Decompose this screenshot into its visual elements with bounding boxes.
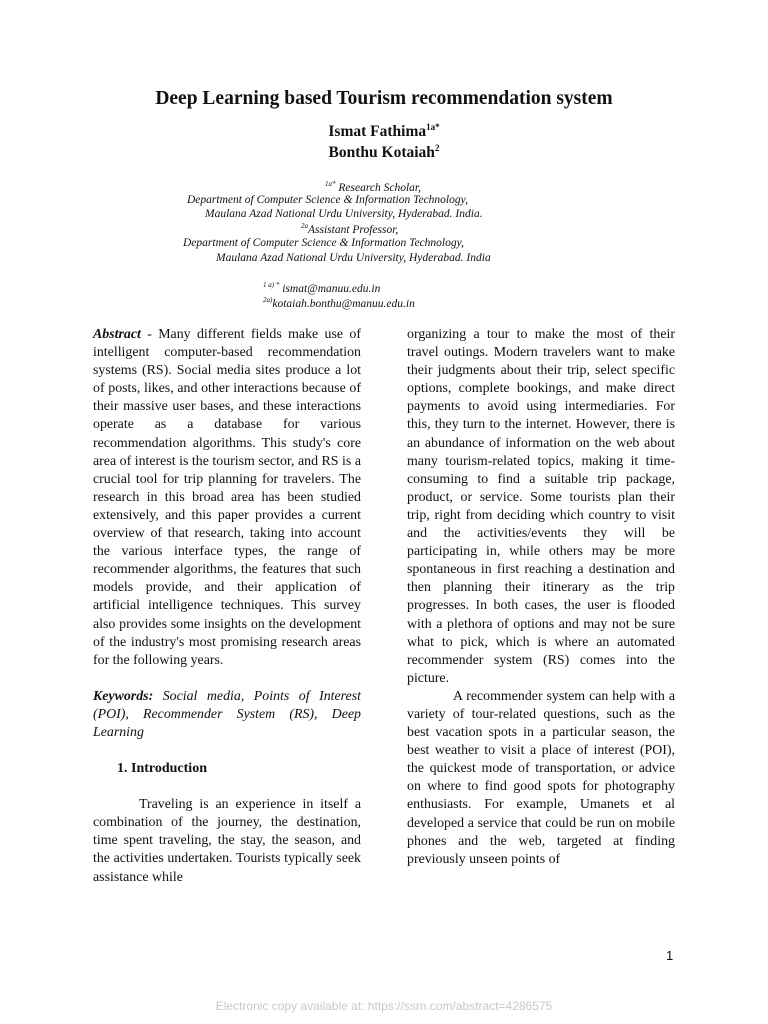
keywords-text: Social media, Points of Interest (POI), Recommender System (RS), Deep Learning bbox=[93, 688, 361, 740]
affiliation-2-univ: Maulana Azad National Urdu University, Hyderabad. India bbox=[216, 252, 491, 264]
intro-paragraph-2: A recommender system can help with a variety of tour-related questions, such as the best vacation spots in a particular season, the best weather to visit a place of interest (POI), the quickest mode of transportation, or advice on where to find good spots for photography enthusiasts. For example, Umanets et al developed a service that could be run on mobile phones and the web, targeted at finding previously unseen points of bbox=[407, 688, 675, 867]
section-heading-introduction: 1. Introduction bbox=[117, 761, 207, 777]
abstract-label: Abstract bbox=[93, 327, 141, 342]
email-text: kotaiah.bonthu@manuu.edu.in bbox=[272, 297, 415, 310]
paper-title: Deep Learning based Tourism recommendation system bbox=[155, 88, 613, 109]
affiliation-2-role bbox=[301, 222, 398, 236]
page-number: 1 bbox=[666, 948, 674, 963]
author-2 bbox=[0, 143, 768, 162]
affiliation-1-role bbox=[325, 180, 421, 194]
email-text: ismat@manuu.edu.in bbox=[279, 282, 381, 295]
affiliation-superscript: 1a* bbox=[325, 180, 336, 188]
intro-paragraph-left: Traveling is an experience in itself a combination of the journey, the destination, time spent traveling, the stay, the season, and the activities undertaken. Tourists typically seek assistance while bbox=[93, 797, 361, 885]
affiliation-2-dept: Department of Computer Science & Information Technology, bbox=[183, 237, 464, 249]
keywords-label: Keywords: bbox=[93, 688, 154, 704]
keywords bbox=[93, 688, 361, 742]
affiliation-text: Assistant Professor, bbox=[308, 223, 399, 236]
intro-paragraph-right: organizing a tour to make the most of their travel outings. Modern travelers want to make their judgments about their trip, select specific options, complete bookings, and make direct payments to avoid using intermediaries. For this, they turn to the internet. However, there is an abundance of information on the web about many tourism-related topics, making it time-consuming to find a suitable trip package, product, or service. Some tourists plan their trip, right from deciding which country to visit and the activities/events they will be participating in, while others may be more spontaneous in first reaching a destination and then planning their itinerary as the trip progresses. In both cases, the user is flooded with a plethora of options and may not be sure what to pick, which is where an automated recommender system (RS) comes into the picture. bbox=[407, 327, 675, 686]
abstract-text: - Many different fields make use of intelligent computer-based recommendation systems (RS). Social media sites produce a lot of posts, likes, and other interactions because of their massive user bases, and these interactions operate as a database for various recommendation algorithms. This study's core area of interest is the tourism sector, and RS is a crucial tool for trip planning for travelers. The research in this broad area has been studied extensively, and this paper provides a current overview of that research, taking into account the various interface types, the range of recommender algorithms, the features that such models provide, and their application of artificial intelligence techniques. This survey also provides some insights on the development of the industry's most promising research areas for the following years. bbox=[93, 327, 361, 668]
author-name: Ismat Fathima bbox=[328, 123, 427, 141]
affiliation-1-dept: Department of Computer Science & Information Technology, bbox=[187, 194, 468, 206]
affiliation-text: Research Scholar, bbox=[335, 181, 421, 194]
email-superscript: 1 a) * bbox=[263, 281, 280, 289]
email-2 bbox=[263, 296, 415, 310]
email-1 bbox=[263, 281, 380, 295]
abstract bbox=[93, 326, 361, 670]
left-column bbox=[93, 326, 361, 887]
affiliation-superscript: 2a bbox=[301, 222, 308, 230]
author-1 bbox=[0, 122, 768, 141]
right-column bbox=[407, 326, 675, 869]
author-name: Bonthu Kotaiah bbox=[328, 144, 435, 162]
affiliation-1-univ: Maulana Azad National Urdu University, Hyderabad. India. bbox=[205, 208, 483, 220]
email-superscript: 2a) bbox=[263, 296, 273, 304]
author-superscript: 2 bbox=[434, 143, 440, 153]
ssrn-footer: Electronic copy available at: https://ssrn.com/abstract=4286575 bbox=[215, 999, 553, 1013]
author-superscript: 1a* bbox=[426, 122, 440, 132]
